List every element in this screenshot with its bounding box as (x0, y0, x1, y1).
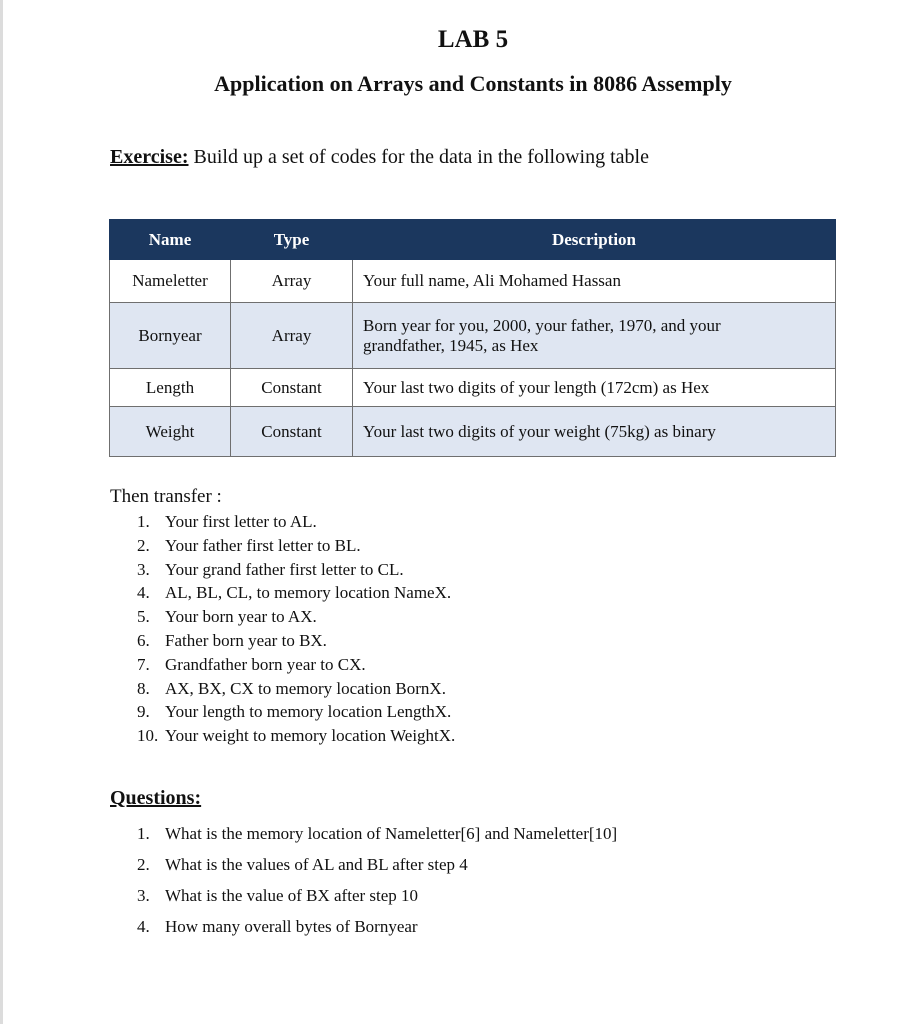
item-number: 2. (137, 535, 150, 555)
list-item (137, 849, 617, 880)
header-name: Name (110, 220, 231, 260)
table-row (110, 369, 836, 407)
cell-type: Array (231, 260, 353, 303)
item-text: How many overall bytes of Bornyear (165, 917, 418, 936)
list-item (137, 510, 455, 534)
list-item (137, 700, 455, 724)
cell-type: Constant (231, 407, 353, 457)
transfer-intro: Then transfer : (110, 486, 222, 507)
item-number: 3. (137, 559, 150, 579)
table-row (110, 407, 836, 457)
list-item (137, 880, 617, 911)
cell-name: Nameletter (110, 260, 231, 303)
cell-type: Constant (231, 369, 353, 407)
list-item (137, 818, 617, 849)
item-number: 8. (137, 678, 150, 698)
list-item (137, 911, 617, 942)
list-item (137, 653, 455, 677)
list-item (137, 534, 455, 558)
list-item (137, 605, 455, 629)
item-number: 5. (137, 607, 150, 627)
item-text: Your first letter to AL. (165, 512, 317, 531)
list-item (137, 629, 455, 653)
data-table (109, 219, 836, 457)
cell-name: Weight (110, 407, 231, 457)
item-number: 1. (137, 512, 150, 531)
description-line: grandfather, 1945, as Hex (363, 335, 539, 355)
item-number: 3. (137, 886, 150, 905)
item-number: 6. (137, 630, 150, 650)
item-text: Your father first letter to BL. (165, 535, 361, 555)
cell-description: Your full name, Ali Mohamed Hassan (353, 260, 836, 303)
exercise-instruction (110, 146, 649, 169)
page-subtitle: Application on Arrays and Constants in 8086 Assemply (214, 71, 732, 96)
exercise-label: Exercise: (110, 146, 189, 168)
item-text: What is the values of AL and BL after step 4 (165, 855, 468, 874)
item-number: 7. (137, 654, 150, 674)
list-item (137, 581, 455, 605)
list-item (137, 558, 455, 582)
item-text: Father born year to BX. (165, 630, 327, 650)
item-text: What is the memory location of Nameletter[6] and Nameletter[10] (165, 824, 618, 843)
item-text: Your born year to AX. (165, 607, 317, 627)
item-number: 4. (137, 583, 150, 603)
item-number: 10. (137, 726, 159, 746)
item-text: Your weight to memory location WeightX. (165, 726, 456, 746)
exercise-text: Build up a set of codes for the data in the following table (188, 146, 649, 168)
list-item (137, 677, 455, 701)
transfer-steps-list (137, 510, 455, 748)
header-description: Description (353, 220, 836, 260)
cell-name: Bornyear (110, 303, 231, 369)
cell-description: Your last two digits of your length (172cm) as Hex (353, 369, 836, 407)
item-number: 2. (137, 855, 150, 874)
table-row (110, 260, 836, 303)
item-text: Your grand father first letter to CL. (165, 559, 404, 579)
page-edge (0, 0, 3, 1024)
cell-name: Length (110, 369, 231, 407)
item-number: 9. (137, 702, 150, 722)
item-text: Grandfather born year to CX. (165, 654, 366, 674)
item-number: 1. (137, 824, 150, 843)
cell-description: Your last two digits of your weight (75kg) as binary (353, 407, 836, 457)
cell-type: Array (231, 303, 353, 369)
item-text: Your length to memory location LengthX. (165, 702, 452, 722)
table-header-row (110, 220, 836, 260)
header-type: Type (231, 220, 353, 260)
questions-heading: Questions: (110, 787, 202, 809)
questions-list (137, 818, 617, 942)
item-text: What is the value of BX after step 10 (165, 886, 419, 905)
description-line: Born year for you, 2000, your father, 1970, and your (363, 315, 721, 335)
item-text: AL, BL, CL, to memory location NameX. (165, 583, 452, 603)
list-item (137, 724, 455, 748)
item-number: 4. (137, 917, 150, 936)
table-row (110, 303, 836, 369)
cell-description (353, 303, 836, 369)
page-title: LAB 5 (437, 26, 509, 53)
item-text: AX, BX, CX to memory location BornX. (165, 678, 446, 698)
